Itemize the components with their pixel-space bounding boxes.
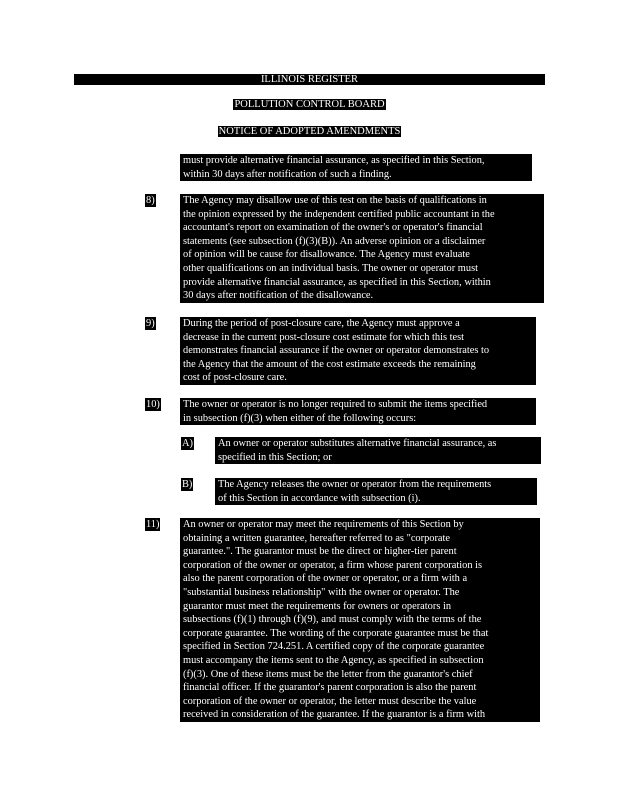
paragraph-line: also the parent corporation of the owner or operator, or a firm with a (183, 573, 468, 585)
paragraph-line: The Agency releases the owner or operator from the requirements (218, 479, 492, 490)
paragraph-line: statements (see subsection (f)(3)(B)). An adverse opinion or a disclaimer (183, 235, 486, 247)
paragraph-line: (f)(3). One of these items must be the letter from the guarantor's chief (183, 668, 473, 680)
paragraph-line: corporation of the owner or operator, the letter must describe the value (183, 695, 477, 707)
paragraph-line: other qualifications on an individual basis. The owner or operator must (183, 262, 479, 274)
paragraph-line: of this Section in accordance with subsection (i). (218, 492, 421, 504)
notice-title (74, 126, 545, 138)
board-title-text: POLLUTION CONTROL BOARD (234, 99, 385, 110)
item-10b-letter: B) (182, 479, 193, 490)
paragraph-line: guarantee.". The guarantor must be the direct or higher-tier parent (183, 546, 457, 558)
item-10a-letter: A) (182, 438, 193, 449)
paragraph-line: "substantial business relationship" with the owner or operator. The (183, 586, 460, 598)
paragraph-line: demonstrates financial assurance if the owner or operator demonstrates to (183, 345, 490, 357)
paragraph-line: received in consideration of the guarantee. If the guarantor is a firm with (183, 709, 486, 721)
paragraph-line: within 30 days after notification of such a finding. (183, 168, 392, 180)
item-10a-paragraph (215, 437, 541, 464)
item-10-number: 10) (146, 399, 160, 410)
item-9-number: 9) (146, 318, 155, 329)
paragraph-line: subsections (f)(1) through (f)(9), and must comply with the terms of the (183, 614, 482, 626)
paragraph-line: provide alternative financial assurance, as specified in this Section, within (183, 276, 491, 288)
paragraph-line: cost of post-closure care. (183, 372, 287, 384)
item-11-number: 11) (146, 519, 160, 530)
paragraph-line: An owner or operator substitutes alternative financial assurance, as (218, 438, 497, 449)
paragraph-line: must accompany the items sent to the Agency, as specified in subsection (183, 654, 484, 666)
item-8-paragraph (180, 194, 544, 303)
paragraph-line: The owner or operator is no longer required to submit the items specified (183, 399, 488, 410)
paragraph-line: corporation of the owner or operator, a firm whose parent corporation is (183, 559, 483, 571)
register-title (74, 74, 545, 86)
paragraph-line: must provide alternative financial assurance, as specified in this Section, (183, 155, 485, 166)
paragraph-line: accountant's report on examination of the owner's or operator's financial (183, 222, 483, 234)
item-9-paragraph (180, 317, 536, 385)
paragraph-line: decrease in the current post-closure cost estimate for which this test (183, 331, 465, 343)
item-8-number: 8) (146, 195, 155, 206)
register-title-text: ILLINOIS REGISTER (260, 74, 359, 85)
board-title (74, 99, 545, 111)
item-11-paragraph (180, 518, 540, 722)
continuation-paragraph (180, 154, 532, 181)
paragraph-line: guarantor must meet the requirements for owners or operators in (183, 600, 452, 612)
paragraph-line: financial officer. If the guarantor's parent corporation is also the parent (183, 682, 477, 694)
paragraph-line: An owner or operator may meet the requirements of this Section by (183, 519, 464, 530)
paragraph-line: obtaining a written guarantee, hereafter referred to as "corporate (183, 532, 451, 544)
paragraph-line: corporate guarantee. The wording of the corporate guarantee must be that (183, 627, 489, 639)
notice-title-text: NOTICE OF ADOPTED AMENDMENTS (218, 126, 401, 137)
paragraph-line: the Agency that the amount of the cost estimate exceeds the remaining (183, 358, 476, 370)
paragraph-line: of opinion will be cause for disallowance. The Agency must evaluate (183, 249, 470, 261)
paragraph-line: During the period of post-closure care, the Agency must approve a (183, 318, 460, 329)
paragraph-line: the opinion expressed by the independent certified public accountant in the (183, 208, 495, 220)
paragraph-line: 30 days after notification of the disallowance. (183, 290, 374, 302)
item-10b-paragraph (215, 478, 537, 505)
paragraph-line: The Agency may disallow use of this test on the basis of qualifications in (183, 195, 487, 206)
paragraph-line: specified in this Section; or (218, 451, 332, 463)
item-10-paragraph (180, 398, 536, 425)
paragraph-line: specified in Section 724.251. A certified copy of the corporate guarantee (183, 641, 485, 653)
paragraph-line: in subsection (f)(3) when either of the following occurs: (183, 412, 417, 424)
